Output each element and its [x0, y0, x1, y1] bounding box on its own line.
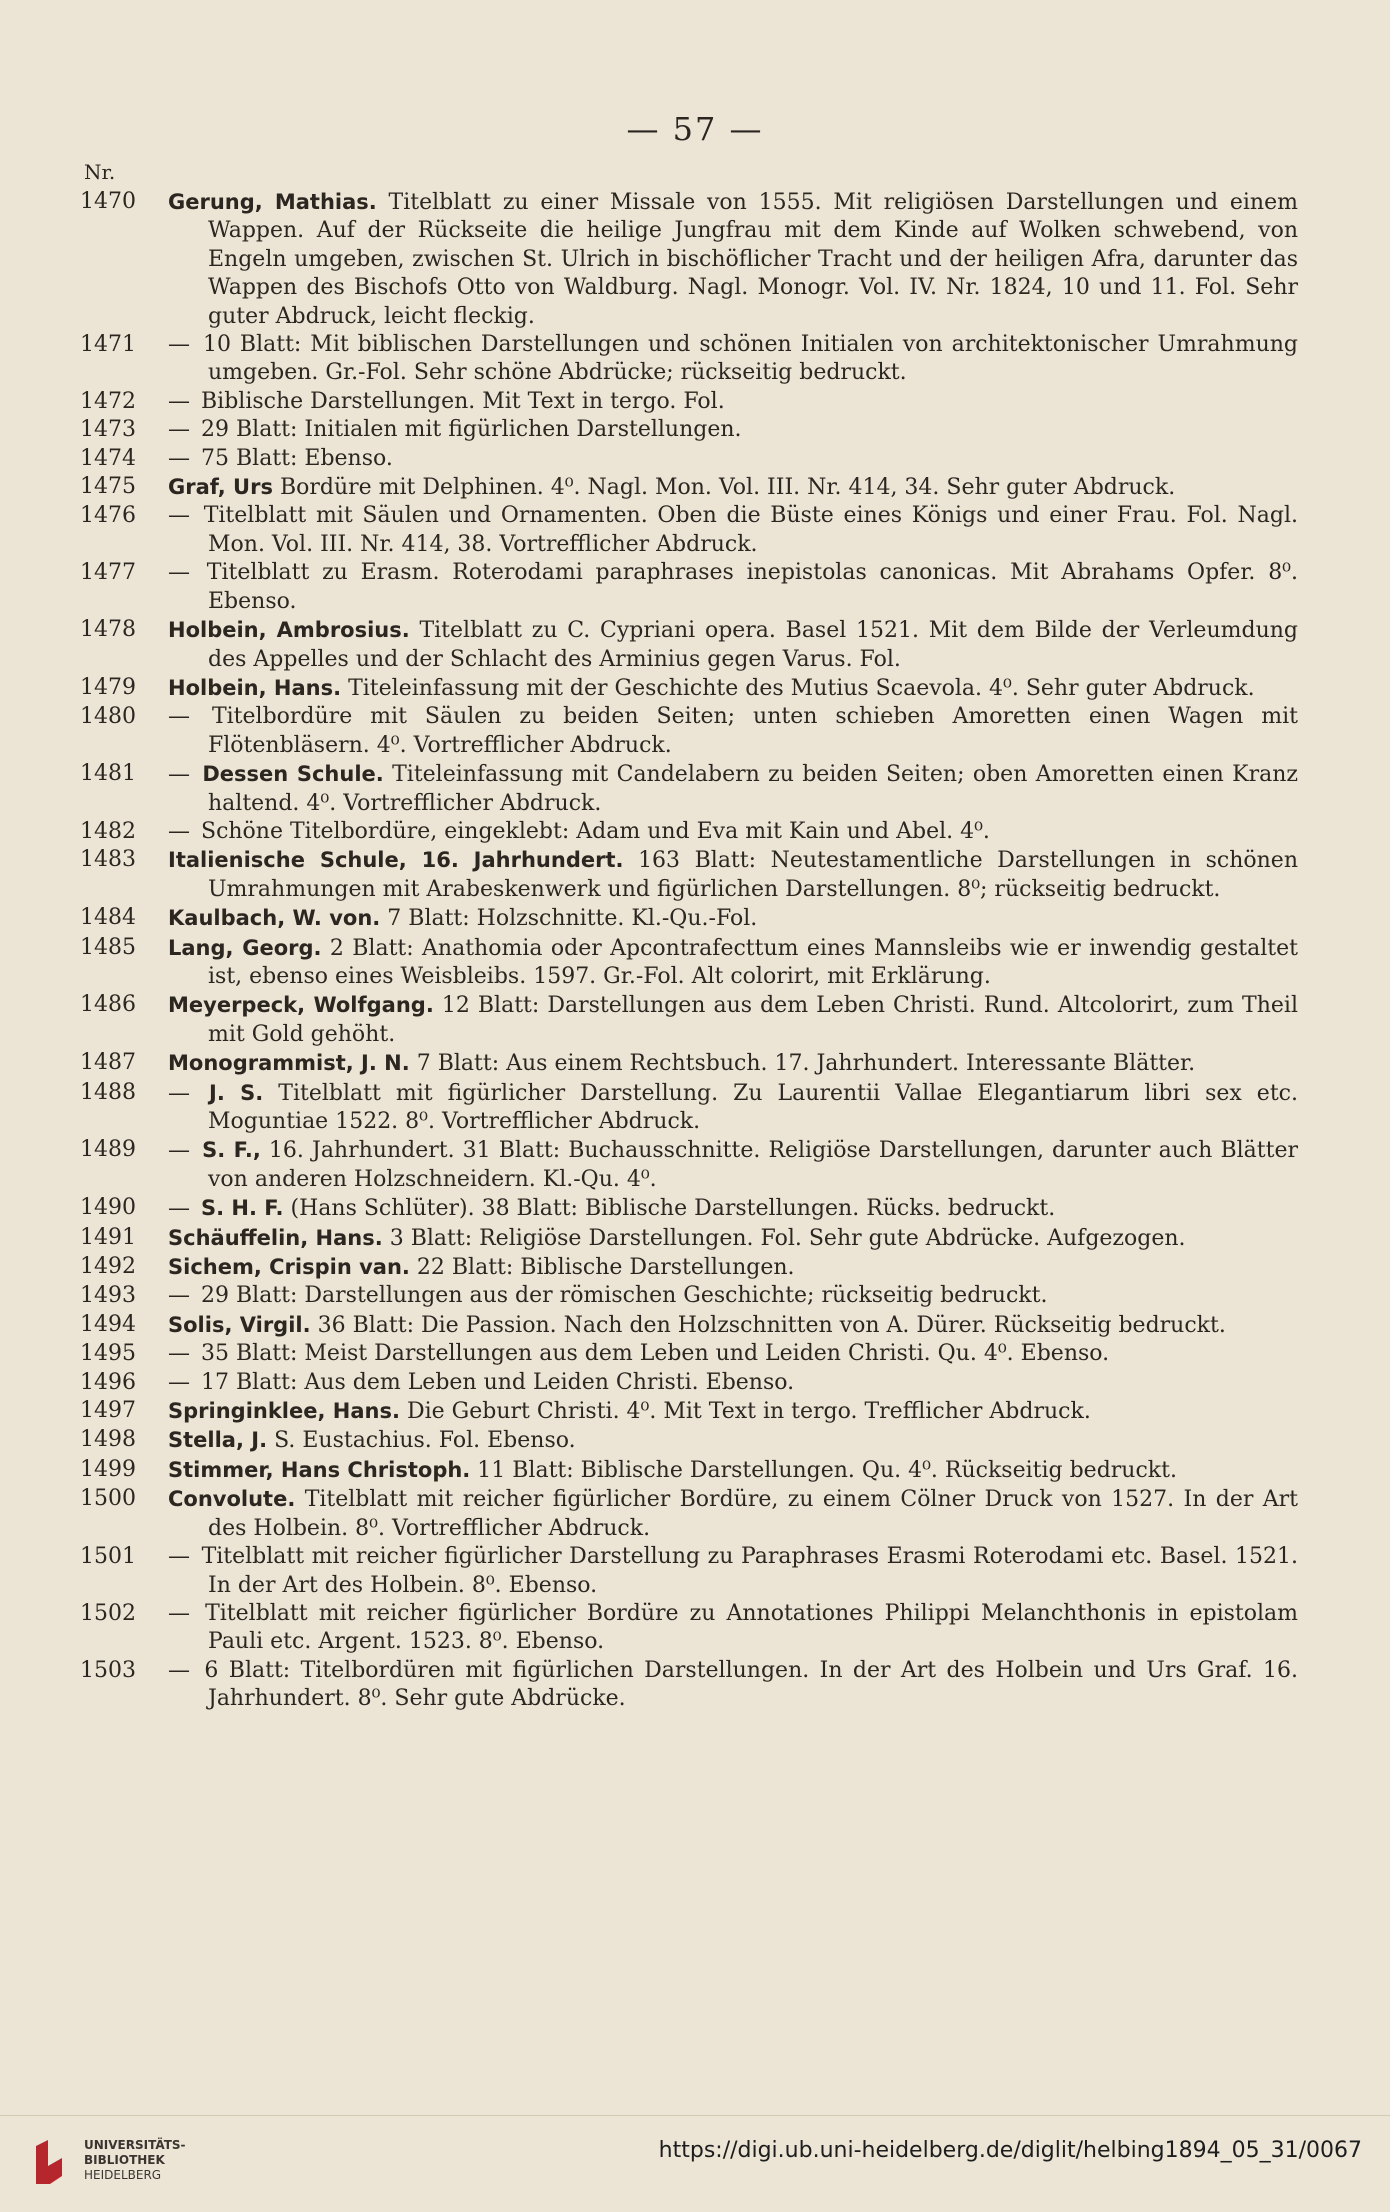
entry-number: 1472 [80, 388, 136, 414]
entry-text: Titeleinfassung mit der Geschichte des Mutius Scaevola. 4⁰. Sehr guter Abdruck. [348, 675, 1255, 701]
entry-text: Biblische Darstellungen. Mit Text in tergo. Fol. [201, 388, 725, 414]
catalog-entry [0, 760, 1390, 818]
artist-name: S. F., [202, 1138, 261, 1163]
library-logo-text [84, 2138, 186, 2183]
catalog-entry [0, 1311, 1390, 1340]
ditto-dash: — [168, 503, 190, 529]
catalog-entry [0, 1657, 1390, 1714]
entry-number: 1488 [80, 1079, 136, 1105]
entry-description [168, 674, 1298, 703]
catalog-entry [0, 1282, 1390, 1310]
entry-description [168, 1543, 1298, 1600]
entry-description [168, 1253, 1298, 1282]
entry-text: 2 Blatt: Anathomia oder Apcontrafecttum eines Mannsleibs wie er inwendig gestaltet ist, ebenso eines Weisbleibs. 1597. Gr.-Fol. Alt colorirt, mit Erklärung. [208, 935, 1298, 989]
ditto-dash: — [168, 445, 190, 471]
entry-description [168, 1311, 1298, 1340]
entry-number: 1485 [80, 934, 136, 960]
entry-description [168, 1282, 1298, 1310]
artist-name: J. S. [209, 1080, 264, 1105]
entry-number: 1477 [80, 560, 136, 586]
entry-description [168, 1657, 1298, 1714]
entry-number: 1481 [80, 761, 136, 787]
entry-text: Titelblatt mit reicher figürlicher Darstellung zu Paraphrases Erasmi Roterodami etc. Basel. 1521. In der Art des Holbein. 8⁰. Ebenso. [201, 1544, 1298, 1598]
artist-name: Holbein, Ambrosius. [168, 618, 410, 643]
ditto-dash: — [168, 1080, 190, 1106]
entry-text: Bordüre mit Delphinen. 4⁰. Nagl. Mon. Vol. III. Nr. 414, 34. Sehr guter Abdruck. [279, 475, 1176, 501]
catalog-entry [0, 1600, 1390, 1657]
entry-description [168, 1485, 1298, 1543]
entry-number: 1470 [80, 189, 136, 214]
artist-name: Springinklee, Hans. [168, 1399, 400, 1424]
artist-name: Solis, Virgil. [168, 1312, 311, 1337]
artist-name: Kaulbach, W. von. [168, 906, 381, 931]
entry-text: 35 Blatt: Meist Darstellungen aus dem Leben und Leiden Christi. Qu. 4⁰. Ebenso. [201, 1341, 1110, 1367]
entry-number: 1490 [80, 1195, 136, 1221]
entry-description [168, 1397, 1298, 1426]
artist-name: Italienische Schule, 16. Jahrhundert. [168, 848, 624, 873]
source-url-link[interactable]: https://digi.ub.uni-heidelberg.de/diglit/helbing1894_05_31/0067 [658, 2138, 1362, 2163]
entry-number: 1482 [80, 818, 136, 844]
ditto-dash: — [168, 704, 190, 730]
number-column-label: Nr. [84, 160, 116, 184]
catalog-entry [0, 1224, 1390, 1253]
entry-text: Titelblatt mit reicher figürlicher Bordüre zu Annotationes Philippi Melanchthonis in epistolam Pauli etc. Argent. 1523. 8⁰. Ebenso. [205, 1600, 1298, 1655]
entry-text: Schöne Titelbordüre, eingeklebt: Adam und Eva mit Kain und Abel. 4⁰. [201, 818, 990, 844]
artist-name: Holbein, Hans. [168, 675, 342, 700]
artist-name: Meyerpeck, Wolfgang. [168, 993, 434, 1018]
entry-text: 7 Blatt: Holzschnitte. Kl.-Qu.-Fol. [387, 906, 758, 932]
entry-text: 6 Blatt: Titelbordüren mit figürlichen Darstellungen. In der Art des Holbein und Urs Graf. 16. Jahrhundert. 8⁰. Sehr gute Abdrücke. [204, 1657, 1298, 1712]
catalog-entry [0, 1397, 1390, 1426]
entry-number: 1498 [80, 1427, 136, 1453]
entry-description [168, 818, 1298, 846]
entry-description [168, 1194, 1298, 1223]
entry-text: Titeleinfassung mit Candelabern zu beiden Seiten; oben Amoretten einen Kranz haltend. 4⁰. Vortrefflicher Abdruck. [208, 762, 1299, 816]
entry-text: Die Geburt Christi. 4⁰. Mit Text in tergo. Trefflicher Abdruck. [406, 1399, 1091, 1425]
catalog-entry [0, 416, 1390, 444]
entry-number: 1501 [80, 1544, 136, 1570]
entry-text: Titelblatt zu einer Missale von 1555. Mit religiösen Darstellungen und einem Wappen. Auf der Rückseite die heilige Jungfrau mit dem Kinde auf Wolken schwebend, von Engeln umgeben, zwischen St. Ulrich in bischöflicher Tracht und der heiligen Afra, darunter das Wappen des Bischofs Otto von Waldburg. Nagl. Monogr. Vol. IV. Nr. 1824, 10 und 11. Fol. Sehr guter Abdruck, leicht fleckig. [208, 190, 1298, 329]
entry-text: (Hans Schlüter). 38 Blatt: Biblische Darstellungen. Rücks. bedruckt. [290, 1196, 1056, 1222]
catalog-entry [0, 1194, 1390, 1223]
entry-description [168, 1426, 1298, 1455]
catalog-entry [0, 1049, 1390, 1078]
entry-description [168, 1600, 1298, 1657]
ditto-dash: — [168, 1138, 190, 1164]
entry-text: 29 Blatt: Darstellungen aus der römischen Geschichte; rückseitig bedruckt. [201, 1283, 1048, 1309]
entry-number: 1489 [80, 1137, 136, 1163]
entry-description [168, 1456, 1298, 1485]
catalog-entry [0, 1136, 1390, 1194]
ditto-dash: — [168, 1657, 190, 1683]
entry-number: 1496 [80, 1369, 136, 1395]
catalog-entry [0, 1543, 1390, 1600]
catalog-entry [0, 1340, 1390, 1368]
entry-text: 75 Blatt: Ebenso. [201, 445, 393, 471]
entry-description [168, 616, 1298, 674]
entry-text: 3 Blatt: Religiöse Darstellungen. Fol. Sehr gute Abdrücke. Aufgezogen. [389, 1225, 1186, 1251]
entry-description [168, 760, 1298, 818]
logo-line-3: HEIDELBERG [84, 2168, 162, 2182]
entry-description [168, 703, 1298, 760]
entry-description [168, 991, 1298, 1049]
entry-text: 36 Blatt: Die Passion. Nach den Holzschnitten von A. Dürer. Rückseitig bedruckt. [317, 1312, 1226, 1338]
entry-number: 1484 [80, 905, 136, 931]
artist-name: Graf, Urs [168, 475, 273, 500]
catalog-entry [0, 846, 1390, 904]
artist-name: Convolute. [168, 1487, 296, 1512]
ditto-dash: — [168, 560, 190, 586]
entry-number: 1474 [80, 445, 136, 471]
entry-description [168, 846, 1298, 904]
catalog-entry [0, 818, 1390, 846]
ditto-dash: — [168, 1196, 190, 1222]
artist-name: Stella, J. [168, 1428, 268, 1453]
catalog-entry [0, 1253, 1390, 1282]
entry-number: 1499 [80, 1456, 136, 1482]
entry-number: 1475 [80, 474, 136, 500]
artist-name: S. H. F. [201, 1196, 284, 1221]
catalog-entry [0, 1079, 1390, 1137]
entry-description [168, 188, 1298, 331]
catalog-entry [0, 616, 1390, 674]
ditto-dash: — [168, 332, 190, 358]
catalog-entry [0, 445, 1390, 473]
catalog-entry [0, 674, 1390, 703]
ditto-dash: — [168, 388, 190, 414]
logo-line-1: UNIVERSITÄTS- [84, 2138, 186, 2152]
library-logo-icon [30, 2136, 74, 2190]
entry-description [168, 559, 1298, 616]
ditto-dash: — [168, 818, 190, 844]
entry-description [168, 904, 1298, 933]
entry-number: 1502 [80, 1600, 136, 1626]
entry-description [168, 1340, 1298, 1368]
entry-number: 1497 [80, 1398, 136, 1424]
ditto-dash: — [168, 1369, 190, 1395]
entry-number: 1486 [80, 992, 136, 1018]
catalog-entry [0, 703, 1390, 760]
entry-text: 11 Blatt: Biblische Darstellungen. Qu. 4⁰. Rückseitig bedruckt. [477, 1457, 1177, 1483]
entry-number: 1494 [80, 1311, 136, 1337]
ditto-dash: — [168, 1544, 190, 1570]
artist-name: Gerung, Mathias. [168, 190, 377, 214]
artist-name: Sichem, Crispin van. [168, 1255, 410, 1280]
catalog-entry [0, 331, 1390, 388]
entry-text: Titelblatt mit reicher figürlicher Bordüre, zu einem Cölner Druck von 1527. In der Art des Holbein. 8⁰. Vortrefflicher Abdruck. [208, 1487, 1298, 1541]
artist-name: Dessen Schule. [202, 762, 384, 787]
entry-number: 1476 [80, 503, 136, 529]
catalog-entry [0, 934, 1390, 992]
entry-number: 1500 [80, 1486, 136, 1512]
entry-description [168, 416, 1298, 444]
entry-text: 7 Blatt: Aus einem Rechtsbuch. 17. Jahrhundert. Interessante Blätter. [416, 1051, 1196, 1077]
entry-description [168, 331, 1298, 388]
entry-text: 29 Blatt: Initialen mit figürlichen Darstellungen. [201, 417, 742, 443]
entry-text: 10 Blatt: Mit biblischen Darstellungen und schönen Initialen von architektonischer Umrahmung umgeben. Gr.-Fol. Sehr schöne Abdrücke; rückseitig bedruckt. [202, 332, 1298, 386]
logo-line-2: BIBLIOTHEK [84, 2153, 165, 2167]
catalog-entry [0, 1369, 1390, 1397]
entry-text: 12 Blatt: Darstellungen aus dem Leben Christi. Rund. Altcolorirt, zum Theil mit Gold gehöht. [208, 993, 1298, 1047]
entry-number: 1479 [80, 674, 136, 700]
entry-number: 1493 [80, 1283, 136, 1309]
entry-text: 17 Blatt: Aus dem Leben und Leiden Christi. Ebenso. [201, 1369, 795, 1395]
footer-bar [0, 2115, 1390, 2212]
entry-number: 1495 [80, 1341, 136, 1367]
entry-text: Titelblatt mit Säulen und Ornamenten. Oben die Büste eines Königs und einer Frau. Fol. Nagl. Mon. Vol. III. Nr. 414, 38. Vortrefflicher Abdruck. [203, 503, 1298, 557]
entry-text: 22 Blatt: Biblische Darstellungen. [416, 1255, 795, 1281]
ditto-dash: — [168, 762, 190, 788]
page-number: — 57 — [626, 110, 764, 148]
entry-text: S. Eustachius. Fol. Ebenso. [274, 1428, 576, 1454]
entry-text: Titelblatt mit figürlicher Darstellung. Zu Laurentii Vallae Elegantiarum libri sex etc. Moguntiae 1522. 8⁰. Vortrefflicher Abdruck. [208, 1080, 1298, 1134]
catalog-entry [0, 904, 1390, 933]
entry-description [168, 502, 1298, 559]
artist-name: Schäuffelin, Hans. [168, 1225, 383, 1250]
catalog-entry [0, 1456, 1390, 1485]
entry-number: 1480 [80, 704, 136, 730]
entry-text: Titelbordüre mit Säulen zu beiden Seiten; unten schieben Amoretten einen Wagen mit Flötenbläsern. 4⁰. Vortrefflicher Abdruck. [208, 704, 1298, 758]
entry-number: 1473 [80, 417, 136, 443]
entry-number: 1471 [80, 332, 136, 358]
catalog-entry [0, 559, 1390, 616]
entry-description [168, 1049, 1298, 1078]
catalog-entry [0, 188, 1390, 331]
entry-number: 1478 [80, 617, 136, 643]
entry-description [168, 473, 1298, 502]
entry-description [168, 1136, 1298, 1194]
catalog-entry [0, 473, 1390, 502]
entry-text: Titelblatt zu Erasm. Roterodami paraphrases inepistolas canonicas. Mit Abrahams Opfer. 8⁰. Ebenso. [206, 560, 1298, 614]
entry-number: 1487 [80, 1050, 136, 1076]
catalog-entry [0, 1485, 1390, 1543]
entry-number: 1503 [80, 1657, 136, 1683]
ditto-dash: — [168, 1283, 190, 1309]
catalog-entry [0, 1426, 1390, 1455]
ditto-dash: — [168, 417, 190, 443]
entry-description [168, 1079, 1298, 1137]
entry-description [168, 934, 1298, 992]
catalog-list [0, 188, 1390, 1714]
entry-text: 16. Jahrhundert. 31 Blatt: Buchausschnitte. Religiöse Darstellungen, darunter auch Blätter von anderen Holzschneidern. Kl.-Qu. 4⁰. [208, 1138, 1298, 1192]
catalog-entry [0, 502, 1390, 559]
ditto-dash: — [168, 1341, 190, 1367]
ditto-dash: — [168, 1600, 190, 1626]
entry-description [168, 1224, 1298, 1253]
entry-description [168, 445, 1298, 473]
catalog-entry [0, 388, 1390, 416]
catalog-entry [0, 991, 1390, 1049]
artist-name: Lang, Georg. [168, 935, 322, 960]
entry-text: Titelblatt zu C. Cypriani opera. Basel 1521. Mit dem Bilde der Verleumdung des Appelles und der Schlacht des Arminius gegen Varus. Fol. [208, 618, 1298, 672]
entry-number: 1483 [80, 847, 136, 873]
artist-name: Monogrammist, J. N. [168, 1051, 410, 1076]
entry-description [168, 1369, 1298, 1397]
entry-number: 1492 [80, 1254, 136, 1280]
entry-description [168, 388, 1298, 416]
entry-text: 163 Blatt: Neutestamentliche Darstellungen in schönen Umrahmungen mit Arabeskenwerk und figürlichen Darstellungen. 8⁰; rückseitig bedruckt. [208, 848, 1298, 902]
entry-number: 1491 [80, 1224, 136, 1250]
artist-name: Stimmer, Hans Christoph. [168, 1457, 471, 1482]
